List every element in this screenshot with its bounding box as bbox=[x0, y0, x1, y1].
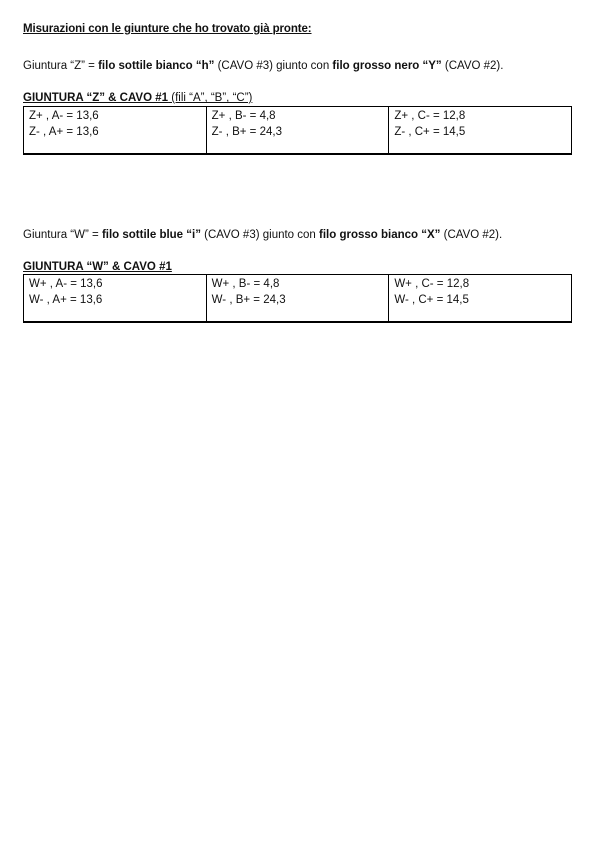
table-row bbox=[24, 107, 572, 155]
joint-z-measurement-table bbox=[23, 106, 572, 155]
joint-w-table-heading bbox=[23, 261, 172, 273]
joint-w-wire-thin: filo sottile blue “i” bbox=[101, 229, 201, 241]
table-cell-a bbox=[24, 275, 207, 323]
measurement-value: W- , B+ = 24,3 bbox=[211, 294, 286, 306]
joint-w-description bbox=[23, 229, 502, 241]
measurement-value: Z- , A+ = 13,6 bbox=[29, 126, 99, 138]
joint-z-heading-bold: GIUNTURA “Z” & CAVO #1 bbox=[23, 92, 169, 104]
joint-z-desc-prefix: Giuntura “Z” = bbox=[23, 60, 99, 72]
joint-z-wire-thick: filo grosso nero “Y” bbox=[332, 60, 442, 72]
joint-w-desc-prefix: Giuntura “W” = bbox=[23, 229, 102, 241]
table-row bbox=[24, 275, 572, 323]
joint-w-heading-bold: GIUNTURA “W” & CAVO #1 bbox=[23, 261, 172, 273]
measurement-value: Z+ , B- = 4,8 bbox=[211, 110, 276, 122]
joint-z-desc-suffix: (CAVO #2). bbox=[441, 60, 504, 72]
joint-z-desc-middle: (CAVO #3) giunto con bbox=[214, 60, 333, 72]
measurement-value: Z+ , A- = 13,6 bbox=[29, 110, 99, 122]
measurement-value: W+ , C- = 12,8 bbox=[394, 278, 470, 290]
measurement-value: Z- , B+ = 24,3 bbox=[211, 126, 282, 138]
measurement-value: Z- , C+ = 14,5 bbox=[394, 126, 466, 138]
measurement-value: W- , C+ = 14,5 bbox=[394, 294, 469, 306]
measurement-value: W- , A+ = 13,6 bbox=[29, 294, 103, 306]
joint-w-desc-suffix: (CAVO #2). bbox=[440, 229, 503, 241]
joint-z-wire-thin: filo sottile bianco “h” bbox=[98, 60, 215, 72]
table-cell-c bbox=[389, 275, 572, 323]
page-title: Misurazioni con le giunture che ho trovato già pronte: bbox=[23, 23, 312, 35]
table-cell-b bbox=[206, 275, 389, 323]
table-cell-a bbox=[24, 107, 207, 155]
table-cell-b bbox=[206, 107, 389, 155]
measurement-value: W+ , B- = 4,8 bbox=[211, 278, 280, 290]
joint-z-table-heading bbox=[23, 92, 252, 104]
joint-w-measurement-table bbox=[23, 274, 572, 323]
measurement-value: W+ , A- = 13,6 bbox=[29, 278, 103, 290]
joint-w-desc-middle: (CAVO #3) giunto con bbox=[200, 229, 320, 241]
joint-z-description bbox=[23, 60, 503, 72]
joint-w-wire-thick: filo grosso bianco “X” bbox=[319, 229, 441, 241]
measurement-value: Z+ , C- = 12,8 bbox=[394, 110, 466, 122]
joint-z-heading-rest: (fili “A”, “B”, “C”) bbox=[168, 92, 253, 104]
table-cell-c bbox=[389, 107, 572, 155]
